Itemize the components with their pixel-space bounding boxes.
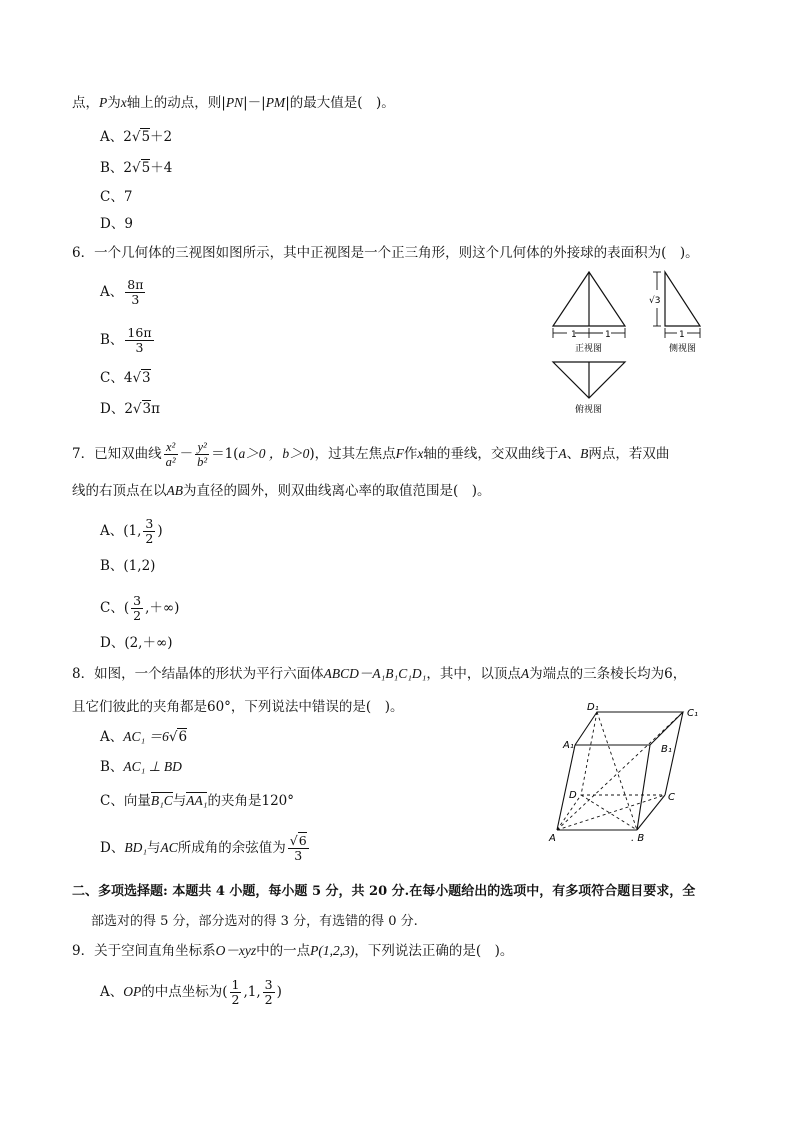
three-view-figure	[545, 268, 715, 418]
top-view	[553, 362, 625, 398]
front-dim-right: 1	[605, 330, 611, 340]
front-view	[553, 272, 625, 326]
q5-stem: 点，P为x轴上的动点，则|PN|－|PM|的最大值是( )。	[72, 95, 395, 111]
section-heading-line2: 部选对的得 5 分，部分选对的得 3 分，有选错的得 0 分.	[91, 914, 418, 929]
top-view-label: 俯视图	[575, 405, 603, 415]
q8-stem-line1: 8．如图，一个结晶体的形状为平行六面体ABCD－A₁B₁C₁D₁，其中，以顶点A为端点的三条棱长均为6，	[72, 666, 687, 682]
q8-option-a: A、AC₁ ＝6√6	[100, 729, 188, 745]
q8-option-b: B、AC₁ ⊥ BD	[100, 759, 182, 775]
front-view-label: 正视图	[575, 344, 603, 354]
q7-option-b: B、(1,2)	[100, 558, 156, 574]
side-view	[665, 272, 700, 326]
vertex-C1: C₁	[687, 708, 698, 719]
q6-stem: 6．一个几何体的三视图如图所示，其中正视图是一个正三角形，则这个几何体的外接球的表面积为( )。	[72, 245, 699, 261]
q6-option-a: A、 $\frac{8\pi}{3}$	[100, 277, 144, 307]
parallelepiped-figure	[545, 698, 710, 846]
vertex-A: A	[549, 833, 556, 844]
q9-stem: 9．关于空间直角坐标系O－xyz中的一点P(1,2,3)，下列说法正确的是( )。	[72, 943, 514, 959]
edge-top-face	[575, 712, 683, 745]
q8-option-d: D、BD₁与AC所成角的余弦值为 $\frac{√6}{3}$	[100, 833, 307, 863]
q6-option-c: C、4√3	[100, 370, 151, 386]
front-dim-left: 1	[571, 330, 577, 340]
q5-option-d: D、9	[100, 216, 133, 232]
side-dim-base: 1	[679, 330, 685, 340]
vertex-D: D	[569, 790, 577, 801]
vertex-B: . B	[631, 833, 645, 844]
q5-option-c: C、7	[100, 189, 133, 205]
q6-option-b: B、 $\frac{16\pi}{3}$	[100, 325, 152, 355]
q9-option-a: A、OP的中点坐标为( $\frac{1}{2}$ ,1, $\frac{3}{2}$ )	[100, 977, 282, 1007]
side-dim-height: √3	[649, 296, 661, 306]
vertex-A1: A₁	[563, 740, 574, 751]
section-heading-multi-choice: 二、多项选择题: 本题共 4 小题，每小题 5 分，共 20 分.在每小题给出的选项中，有多项符合题目要求，全	[72, 884, 696, 899]
q6-option-d: D、2√3π	[100, 401, 160, 417]
q5-option-b: B、2√5＋4	[100, 160, 173, 176]
q8-option-c: C、向量B₁C与AA₁的夹角是120°	[100, 793, 295, 809]
q7-option-c: C、( $\frac{3}{2}$ ,＋∞)	[100, 593, 180, 623]
q7-option-a: A、(1, $\frac{3}{2}$ )	[100, 516, 163, 546]
q7-option-d: D、(2,＋∞)	[100, 635, 173, 651]
vertex-D1: D₁	[587, 702, 599, 713]
vertex-C: C	[668, 792, 675, 803]
q8-stem-line2: 且它们彼此的夹角都是60°，下列说法中错误的是( )。	[72, 699, 404, 715]
q7-stem-line1: 7．已知双曲线 $\frac{\text{x²}}{\text{a²}}$ － $\frac{\text{y²}}{\text{b²}}$ ＝1(a＞0 ，b＞0)，过其左焦点F作x轴的垂线，交双曲线于A、B两点，若双曲	[72, 440, 670, 469]
q7-stem-line2: 线的右顶点在以AB为直径的圆外，则双曲线离心率的取值范围是( )。	[72, 483, 491, 499]
side-view-label: 侧视图	[669, 344, 697, 354]
vertex-B1: B₁	[661, 744, 672, 755]
q5-option-a: A、2√5＋2	[100, 129, 173, 145]
